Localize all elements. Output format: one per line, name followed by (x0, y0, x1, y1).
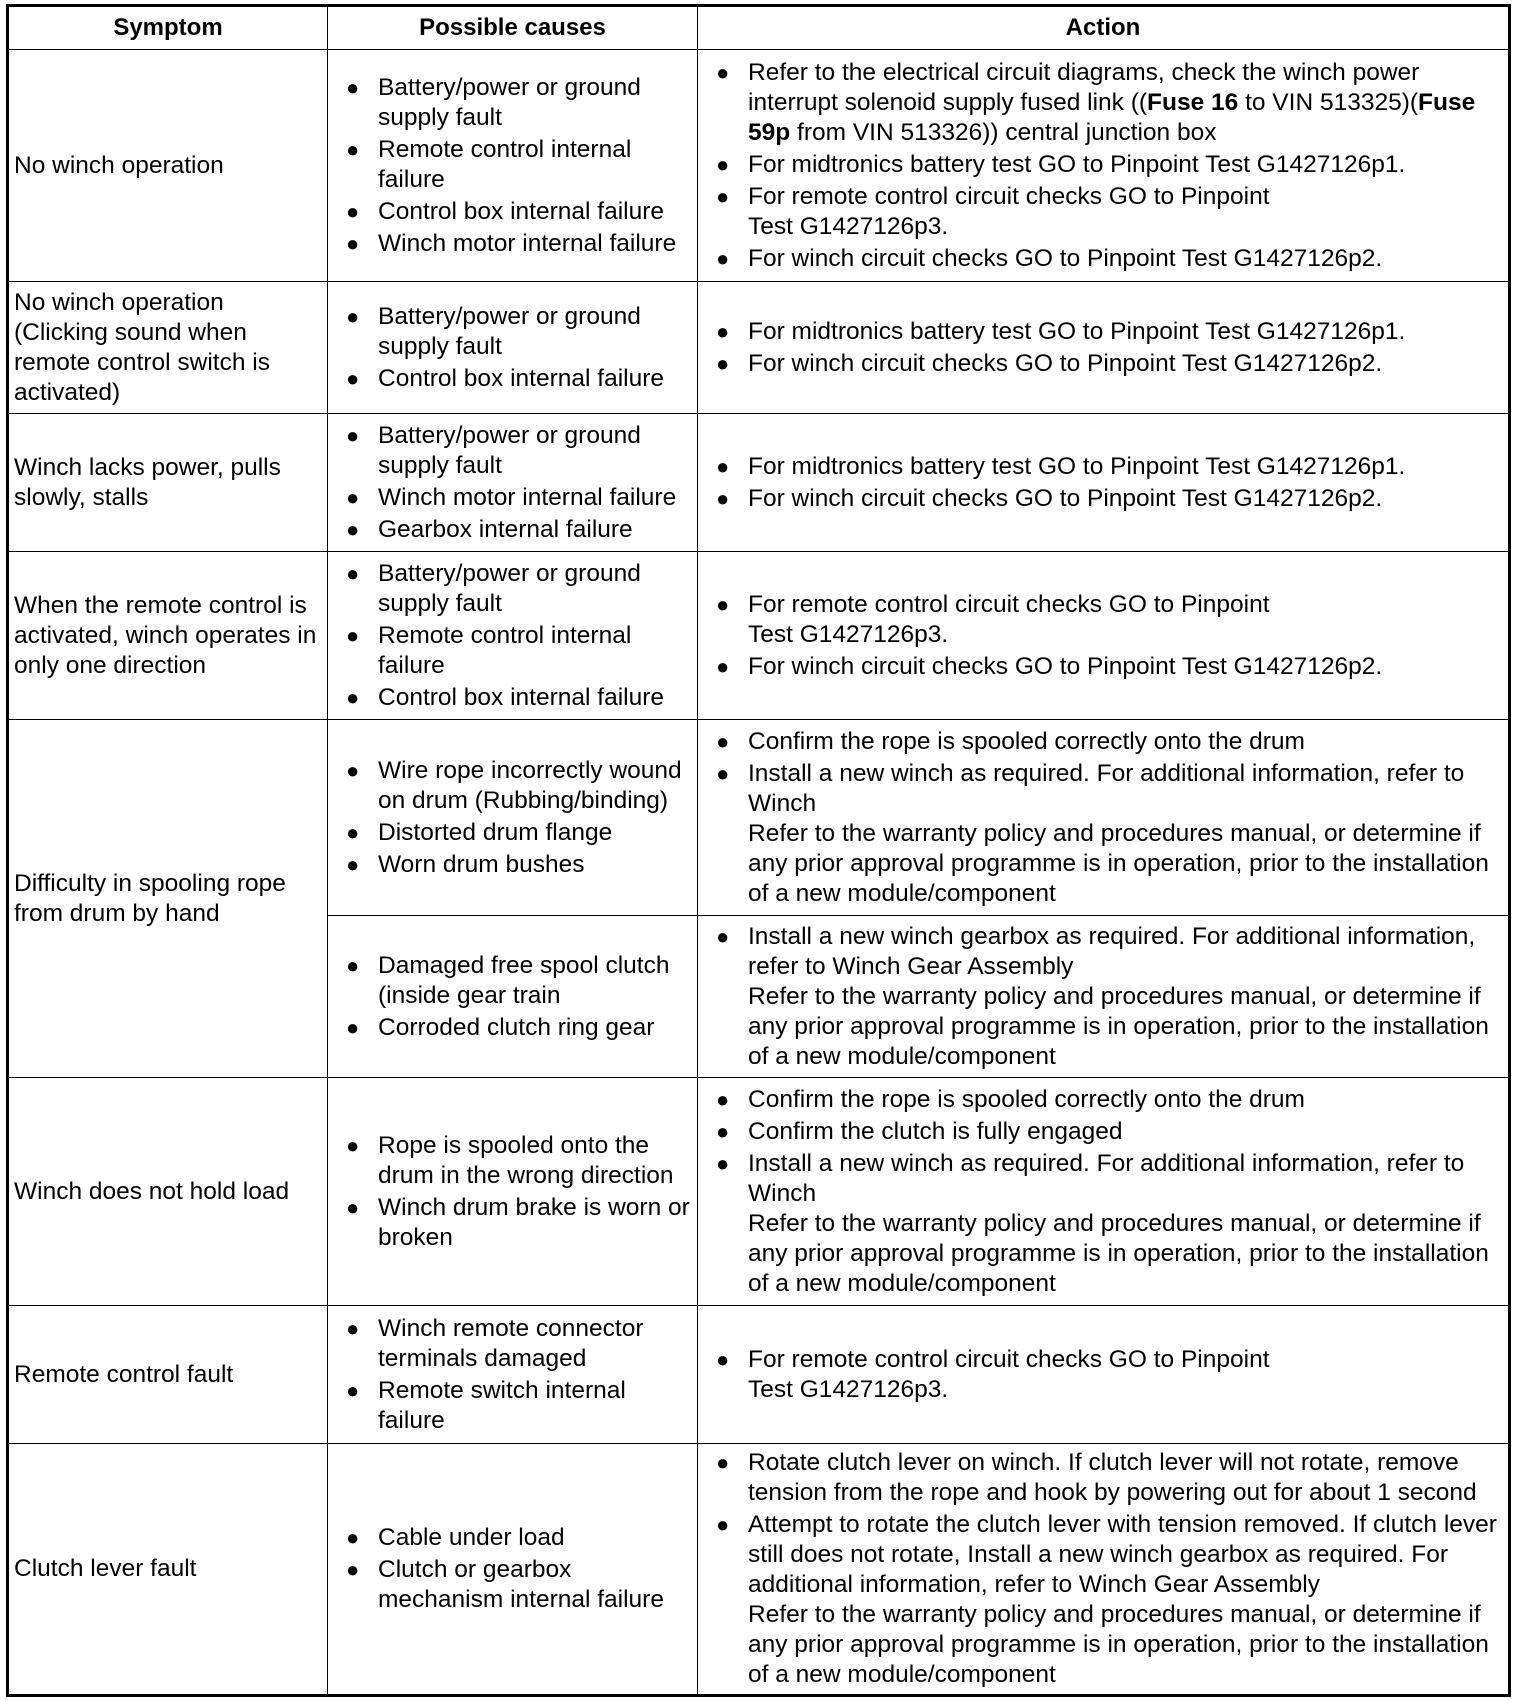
action-list (708, 1345, 1502, 1405)
bullet-icon: ● (346, 1315, 360, 1341)
action-text: For remote control circuit checks GO to Pinpoint Test G1427126p3. (748, 1345, 1270, 1403)
cause-text: Cable under load (378, 1524, 565, 1551)
bullet-icon: ● (346, 484, 360, 510)
table-row (8, 282, 1510, 414)
action-item (708, 759, 1502, 909)
cause-text: Battery/power or ground supply fault (378, 73, 641, 131)
cause-list (338, 73, 691, 259)
bullet-icon: ● (346, 516, 360, 542)
troubleshooting-table (6, 4, 1511, 1697)
bullet-icon: ● (346, 1557, 360, 1582)
header-symptom: Symptom (8, 6, 328, 50)
action-item (708, 1117, 1502, 1147)
cause-text: Damaged free spool clutch (inside gear train (378, 951, 670, 1009)
action-item (708, 452, 1502, 482)
bullet-icon: ● (346, 952, 360, 978)
action-item (708, 1510, 1502, 1690)
cause-item (338, 302, 691, 362)
fuse-label: Fuse 16 (1147, 88, 1239, 116)
cause-item (338, 1314, 691, 1374)
bullet-icon: ● (716, 59, 730, 85)
action-text: Confirm the rope is spooled correctly onto the drum (748, 727, 1305, 755)
symptom-cell: Remote control fault (8, 1306, 328, 1444)
cause-list (338, 559, 691, 713)
bullet-icon: ● (346, 819, 360, 845)
action-item (708, 590, 1502, 650)
action-cell (698, 50, 1510, 282)
action-list (708, 58, 1502, 274)
bullet-icon: ● (346, 1194, 360, 1220)
cause-item (338, 559, 691, 619)
bullet-icon: ● (716, 151, 730, 177)
bullet-icon: ● (716, 1512, 730, 1537)
cause-text: Winch motor internal failure (378, 229, 677, 257)
table-row (8, 1306, 1510, 1444)
action-item (708, 1085, 1502, 1115)
action-list (708, 1085, 1502, 1299)
cause-item (338, 1376, 691, 1436)
cause-item (338, 135, 691, 195)
bullet-icon: ● (346, 1132, 360, 1158)
cause-text: Battery/power or ground supply fault (378, 302, 641, 360)
action-item (708, 652, 1502, 682)
bullet-icon: ● (346, 1377, 360, 1403)
header-row (8, 6, 1510, 50)
action-item (708, 150, 1502, 180)
action-fragment: Refer to the electrical circuit diagrams, check the winch power interrupt solenoid supply fused link (( (748, 58, 1420, 116)
action-cell (698, 916, 1510, 1078)
action-text: Confirm the rope is spooled correctly onto the drum (748, 1085, 1305, 1113)
cause-text: Corroded clutch ring gear (378, 1013, 655, 1041)
symptom-cell: Difficulty in spooling rope from drum by hand (8, 720, 328, 1078)
cause-list (338, 756, 691, 880)
action-text (748, 59, 1475, 146)
bullet-icon: ● (346, 136, 360, 162)
cause-item (338, 850, 691, 880)
causes-cell (328, 552, 698, 720)
cause-item (338, 1193, 691, 1253)
bullet-icon: ● (716, 245, 730, 271)
action-item (708, 1345, 1502, 1405)
bullet-icon: ● (346, 1014, 360, 1040)
action-cell (698, 414, 1510, 552)
action-cell (698, 1078, 1510, 1306)
cause-item (338, 951, 691, 1011)
cause-text: Winch drum brake is worn or broken (378, 1193, 690, 1251)
bullet-icon: ● (716, 923, 730, 949)
causes-cell (328, 282, 698, 414)
causes-cell (328, 1306, 698, 1444)
action-cell (698, 282, 1510, 414)
action-item (708, 349, 1502, 379)
action-text: For midtronics battery test GO to Pinpoint Test G1427126p1. (748, 150, 1406, 178)
action-item (708, 727, 1502, 757)
cause-text: Remote control internal failure (378, 135, 632, 193)
action-fragment: from VIN 513326)) central junction box (790, 118, 1217, 146)
bullet-icon: ● (346, 851, 360, 877)
action-text: For winch circuit checks GO to Pinpoint Test G1427126p2. (748, 244, 1383, 272)
cause-list (338, 1314, 691, 1436)
action-item (708, 922, 1502, 1072)
causes-cell (328, 50, 698, 282)
cause-list (338, 951, 691, 1043)
cause-item (338, 1131, 691, 1191)
bullet-icon: ● (346, 1525, 360, 1550)
bullet-icon: ● (716, 653, 730, 679)
symptom-cell: Winch lacks power, pulls slowly, stalls (8, 414, 328, 552)
cause-item (338, 229, 691, 259)
cause-text: Distorted drum flange (378, 818, 613, 846)
action-text: Install a new winch as required. For additional information, refer to Winch Refer to the warranty policy and procedures manual, or determine if any prior approval programme is in operation, prior to the installation of a new module/component (748, 1149, 1489, 1297)
symptom-cell: Winch does not hold load (8, 1078, 328, 1306)
cause-text: Clutch or gearbox mechanism internal failure (378, 1556, 664, 1613)
action-cell (698, 1444, 1510, 1696)
cause-text: Gearbox internal failure (378, 515, 633, 543)
cause-item (338, 73, 691, 133)
bullet-icon: ● (346, 560, 360, 586)
bullet-icon: ● (346, 365, 360, 391)
action-cell (698, 720, 1510, 916)
fuse-label: Fuse 59p (748, 88, 1476, 146)
bullet-icon: ● (346, 303, 360, 329)
bullet-icon: ● (716, 485, 730, 511)
header-action: Action (698, 6, 1510, 50)
causes-cell (328, 720, 698, 916)
bullet-icon: ● (346, 230, 360, 256)
symptom-cell: Clutch lever fault (8, 1444, 328, 1696)
cause-item (338, 364, 691, 394)
cause-text: Battery/power or ground supply fault (378, 421, 641, 479)
action-text: For midtronics battery test GO to Pinpoint Test G1427126p1. (748, 317, 1406, 345)
action-text: For winch circuit checks GO to Pinpoint Test G1427126p2. (748, 484, 1383, 512)
bullet-icon: ● (346, 74, 360, 100)
action-text: For remote control circuit checks GO to Pinpoint Test G1427126p3. (748, 182, 1270, 240)
action-item (708, 58, 1502, 148)
cause-text: Control box internal failure (378, 683, 664, 711)
table-row (8, 720, 1510, 916)
cause-item (338, 818, 691, 848)
cause-item (338, 515, 691, 545)
action-item (708, 182, 1502, 242)
action-list (708, 590, 1502, 682)
bullet-icon: ● (716, 728, 730, 754)
cause-list (338, 1131, 691, 1253)
causes-cell (328, 414, 698, 552)
header-causes: Possible causes (328, 6, 698, 50)
action-text: Install a new winch as required. For additional information, refer to Winch Refer to the warranty policy and procedures manual, or determine if any prior approval programme is in operation, prior to the installation of a new module/component (748, 759, 1489, 907)
action-text: Confirm the clutch is fully engaged (748, 1117, 1123, 1145)
action-cell (698, 1306, 1510, 1444)
cause-text: Remote control internal failure (378, 621, 632, 679)
action-list (708, 922, 1502, 1072)
cause-item (338, 483, 691, 513)
action-list (708, 317, 1502, 379)
cause-item (338, 1555, 691, 1615)
bullet-icon: ● (716, 1150, 730, 1176)
table-row (8, 552, 1510, 720)
cause-list (338, 421, 691, 545)
causes-cell (328, 1078, 698, 1306)
action-text: Rotate clutch lever on winch. If clutch lever will not rotate, remove tension from the rope and hook by powering out for about 1 second (748, 1449, 1477, 1506)
cause-text: Control box internal failure (378, 197, 664, 225)
bullet-icon: ● (346, 684, 360, 710)
bullet-icon: ● (346, 422, 360, 448)
cause-text: Remote switch internal failure (378, 1376, 626, 1434)
action-text: Attempt to rotate the clutch lever with tension removed. If clutch lever still does not rotate, Install a new winch gearbox as required. For additional information, refer to Winch Gear Assembly Refer to the warranty policy and procedures manual, or determine if any prior approval programme is in operation, prior to the installation of a new module/component (748, 1511, 1497, 1688)
symptom-cell: No winch operation (Clicking sound when remote control switch is activated) (8, 282, 328, 414)
cause-text: Rope is spooled onto the drum in the wrong direction (378, 1131, 674, 1189)
cause-text: Worn drum bushes (378, 850, 585, 878)
action-list (708, 727, 1502, 909)
action-text: For midtronics battery test GO to Pinpoint Test G1427126p1. (748, 452, 1406, 480)
symptom-cell: When the remote control is activated, winch operates in only one direction (8, 552, 328, 720)
bullet-icon: ● (716, 1118, 730, 1144)
action-text: Install a new winch gearbox as required. For additional information, refer to Winch Gear Assembly Refer to the warranty policy and procedures manual, or determine if any prior approval programme is in operation, prior to the installation of a new module/component (748, 922, 1489, 1070)
action-fragment: to VIN 513325)( (1238, 88, 1419, 116)
table-row (8, 50, 1510, 282)
bullet-icon: ● (346, 757, 360, 783)
cause-list (338, 302, 691, 394)
cause-item (338, 197, 691, 227)
cause-item (338, 421, 691, 481)
cause-text: Control box internal failure (378, 364, 664, 392)
cause-item (338, 1013, 691, 1043)
cause-text: Wire rope incorrectly wound on drum (Rubbing/binding) (378, 756, 682, 814)
cause-text: Winch motor internal failure (378, 483, 677, 511)
bullet-icon: ● (716, 1086, 730, 1112)
bullet-icon: ● (346, 622, 360, 648)
cause-text: Winch remote connector terminals damaged (378, 1314, 644, 1372)
bullet-icon: ● (716, 318, 730, 344)
action-list (708, 1448, 1502, 1690)
bullet-icon: ● (716, 591, 730, 617)
table-row (8, 1444, 1510, 1696)
bullet-icon: ● (716, 1346, 730, 1372)
action-item (708, 484, 1502, 514)
action-cell (698, 552, 1510, 720)
bullet-icon: ● (716, 350, 730, 376)
action-item (708, 317, 1502, 347)
cause-item (338, 756, 691, 816)
cause-list (338, 1523, 691, 1615)
action-text: For winch circuit checks GO to Pinpoint Test G1427126p2. (748, 349, 1383, 377)
action-item (708, 1149, 1502, 1299)
bullet-icon: ● (716, 1450, 730, 1475)
symptom-cell: No winch operation (8, 50, 328, 282)
bullet-icon: ● (716, 453, 730, 479)
action-item (708, 244, 1502, 274)
action-text: For remote control circuit checks GO to Pinpoint Test G1427126p3. (748, 590, 1270, 648)
table-row (8, 414, 1510, 552)
cause-item (338, 621, 691, 681)
bullet-icon: ● (346, 198, 360, 224)
cause-item (338, 1523, 691, 1553)
bullet-icon: ● (716, 760, 730, 786)
cause-item (338, 683, 691, 713)
bullet-icon: ● (716, 183, 730, 209)
action-text: For winch circuit checks GO to Pinpoint Test G1427126p2. (748, 652, 1383, 680)
causes-cell (328, 916, 698, 1078)
action-list (708, 452, 1502, 514)
causes-cell (328, 1444, 698, 1696)
table-row (8, 1078, 1510, 1306)
cause-text: Battery/power or ground supply fault (378, 559, 641, 617)
action-item (708, 1448, 1502, 1508)
